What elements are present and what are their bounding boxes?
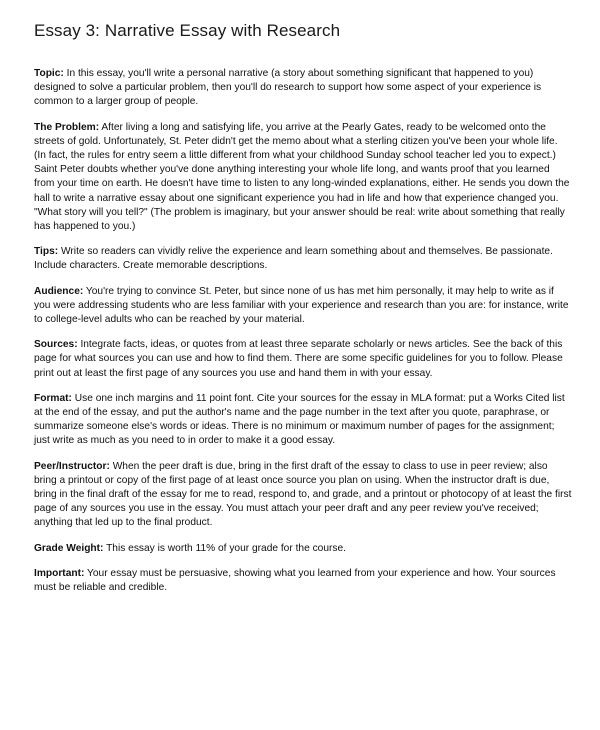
section-label: Topic:	[34, 68, 64, 79]
section-text: You're trying to convince St. Peter, but since none of us has met him personally, it may help to write as if you were addressing students who are less familiar with your experience and research than you are: for instance, write to college-level adults who can be reached by your material.	[34, 285, 569, 326]
document-title: Essay 3: Narrative Essay with Research	[34, 21, 341, 40]
section-audience	[34, 285, 572, 328]
section-grade-weight	[34, 542, 572, 556]
section-label: Important:	[34, 567, 85, 579]
section-text: When the peer draft is due, bring in the first draft of the essay to class to use in peer review; also bring a printout or copy of the first page of at least once source you plan on using. When the instructor draft is due, bring in the final draft of the essay for me to read, respond to, and grade, and a printout or photocopy of at least the first page of any sources you use in the essay. You must attach your peer draft and any peer review you've received; anything that led up to the final product.	[34, 460, 572, 529]
section-text: Use one inch margins and 11 point font. Cite your sources for the essay in MLA format: put a Works Cited list at the end of the essay, and put the author's name and the page number in the text after you quote, paraphrase, or summarize someone else's words or ideas. There is no minimum or maximum number of pages for the assignment; just write as much as you need to in order to make it a good essay.	[34, 392, 565, 447]
section-text: Your essay must be persuasive, showing what you learned from your experience and how. Your sources must be reliable and credible.	[34, 567, 556, 594]
section-topic	[34, 67, 572, 110]
section-label: Format:	[34, 392, 72, 404]
section-label: Grade Weight:	[34, 542, 104, 554]
section-label: Peer/Instructor:	[34, 460, 110, 472]
section-text: After living a long and satisfying life, you arrive at the Pearly Gates, ready to be welcomed onto the streets of gold. Unfortunately, St. Peter didn't get the memo about what a sterling citizen you've been your whole life. (In fact, the rules for entry seem a little different from what your childhood Sunday school teacher led you to expect.) Saint Peter doubts whether you've done anything interesting your whole life long, and wants proof that you learned from your time on earth. He doesn't have time to listen to any long-winded explanations, either. He sends you down the hall to write a narrative essay about one significant experience you had in life and how that experience changed you. "What story will you tell?" (The problem is imaginary, but your answer should be real: write about something that really has happened to you.)	[34, 121, 570, 233]
section-label: The Problem:	[34, 121, 100, 133]
section-tips	[34, 245, 572, 273]
section-peer-instructor	[34, 460, 572, 531]
section-text: Write so readers can vividly relive the experience and learn something about and themselves. Be passionate. Include characters. Create memorable descriptions.	[34, 246, 553, 272]
section-text: Integrate facts, ideas, or quotes from at least three separate scholarly or news articles. See the back of this page for what sources you can use and how to find them. There are some specific guidelines for you to follow. Please print out at least the first page of any sources you use and hand them in with your essay.	[34, 339, 563, 379]
section-label: Sources:	[34, 339, 78, 351]
section-problem	[34, 121, 572, 235]
section-important	[34, 567, 572, 595]
section-format	[34, 392, 572, 449]
section-label: Audience:	[34, 285, 84, 297]
section-label: Tips:	[34, 246, 59, 258]
section-text: In this essay, you'll write a personal narrative (a story about something significant that happened to you) designed to solve a particular problem, then you'll do research to support how some aspect of your experience is common to a larger group of people.	[34, 68, 542, 108]
section-sources	[34, 338, 572, 381]
section-text: This essay is worth 11% of your grade for the course.	[103, 542, 346, 554]
